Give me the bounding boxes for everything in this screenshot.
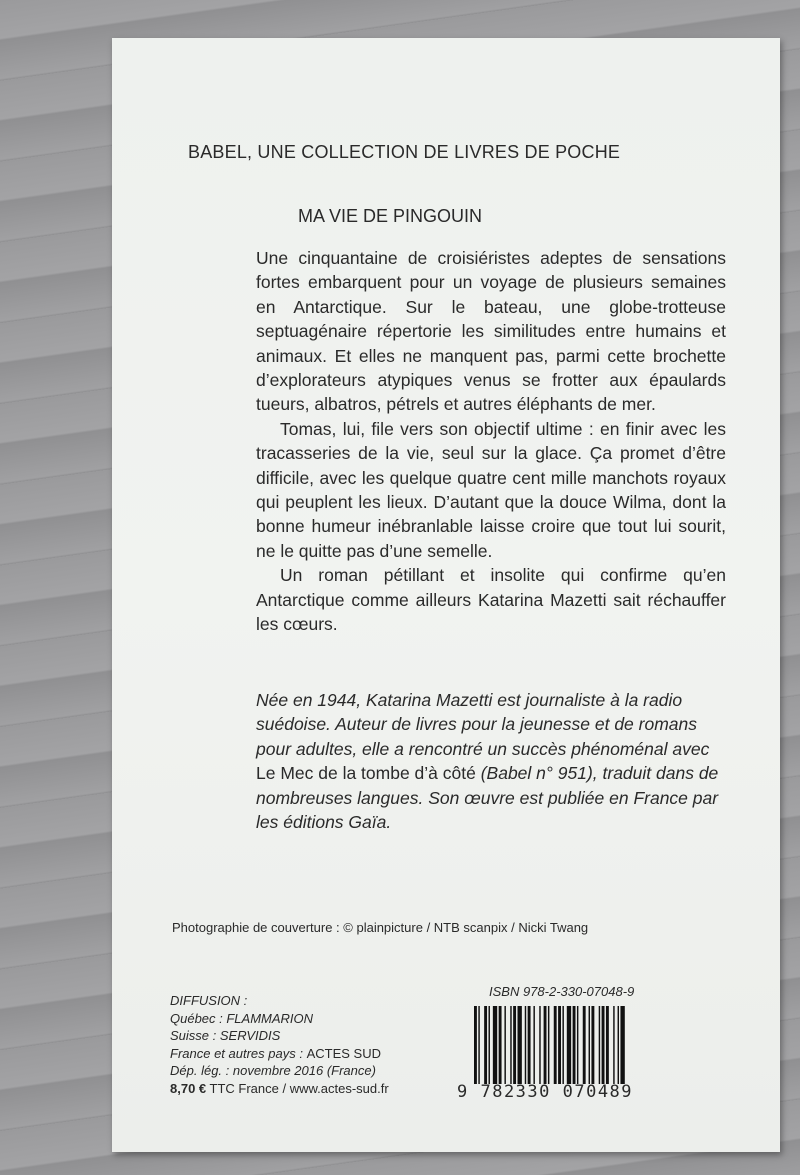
barcode-bar [499, 1006, 502, 1084]
barcode-bar [474, 1006, 477, 1084]
barcode-bar [539, 1006, 540, 1084]
barcode-digits: 9 782330 070489 [457, 1082, 634, 1102]
author-bio-text-1: Née en 1944, Katarina Mazetti est journaliste à la radio suédoise. Auteur de livres pour la jeunesse et de romans pour adultes, elle a rencontré un succès phénoménal avec [256, 690, 710, 759]
price: 8,70 € [170, 1080, 207, 1096]
distribution-quebec: Québec : FLAMMARION [170, 1010, 314, 1026]
barcode [474, 1006, 690, 1084]
blurb-paragraph-1: Une cinquantaine de croisiéristes adeptes de sensations fortes embarquent pour un voyage de plusieurs semaines en Antarctique. Sur le bateau, une globe-trotteuse septuagénaire répertorie les similitudes entre humains et animaux. Et elles ne manquent pas, parmi cette brochette d’explorateurs atypiques venus se frotter aux épaulards tueurs, albatros, pétrels et autres éléphants de mer. [256, 248, 726, 415]
barcode-bar [554, 1006, 557, 1084]
collection-heading: BABEL, UNE COLLECTION DE LIVRES DE POCHE [188, 142, 621, 162]
legal-deposit: Dép. lég. : novembre 2016 (France) [170, 1063, 376, 1079]
distribution-france [170, 1045, 389, 1063]
barcode-bar [548, 1006, 549, 1084]
barcode-bar [620, 1006, 624, 1084]
isbn: ISBN 978-2-330-07048-9 [489, 984, 635, 999]
distribution-france-label: France et autres pays : [170, 1045, 307, 1061]
barcode-bar [478, 1006, 479, 1084]
author-bio-book-title: Le Mec de la tombe d’à côté [256, 763, 476, 784]
barcode-bar [493, 1006, 497, 1084]
barcode-bar [558, 1006, 561, 1084]
price-line [170, 1080, 389, 1098]
barcode-bar [567, 1006, 571, 1084]
book-back-cover [112, 38, 780, 1152]
distribution-info [170, 992, 389, 1098]
barcode-bar [613, 1006, 614, 1084]
barcode-bar [525, 1006, 526, 1084]
barcode-bar [504, 1006, 505, 1084]
barcode-bar [591, 1006, 594, 1084]
distribution-heading: DIFFUSION : [170, 993, 248, 1008]
distribution-suisse: Suisse : SERVIDIS [170, 1028, 281, 1044]
barcode-bar [562, 1006, 563, 1084]
blurb-paragraph-3: Un roman pétillant et insolite qui confirme qu’en Antarctique comme ailleurs Katarina Mazetti sait réchauffer les cœurs. [256, 565, 726, 635]
blurb-paragraph-2: Tomas, lui, file vers son objectif ultime : en finir avec les tracasseries de la vie, seul sur la glace. Ça promet d’être difficile, avec les quelque quatre cent mille manchots royaux qui peuplent les lieux. D’autant que la douce Wilma, dont la bonne humeur inébranlable laisse croire que tout lui sourit, ne le quitte pas d’une semelle. [256, 418, 726, 561]
barcode-bar [484, 1006, 487, 1084]
blurb [256, 246, 726, 637]
barcode-bar [513, 1006, 516, 1084]
barcode-bar [606, 1006, 609, 1084]
photo-credit: Photographie de couverture : © plainpicture / NTB scanpix / Nicki Twang [172, 920, 589, 935]
barcode-bar [577, 1006, 578, 1084]
barcode-bar [599, 1006, 600, 1084]
barcode-bar [528, 1006, 531, 1084]
book-title: MA VIE DE PINGOUIN [298, 206, 483, 226]
barcode-bar [583, 1006, 586, 1084]
barcode-bar [510, 1006, 511, 1084]
barcode-bar [544, 1006, 547, 1084]
author-bio [256, 688, 726, 834]
price-suffix: TTC France / www.actes-sud.fr [206, 1080, 389, 1096]
barcode-bar [573, 1006, 576, 1084]
distribution-france-value: ACTES SUD [306, 1045, 381, 1061]
barcode-bar [489, 1006, 490, 1084]
barcode-bar [618, 1006, 619, 1084]
barcode-bar [533, 1006, 534, 1084]
author-bio-text-2: (Babel n° 951), traduit dans de nombreuses langues. Son œuvre est publiée en France par les éditions Gaïa. [256, 763, 719, 833]
barcode-bar [518, 1006, 522, 1084]
barcode-bar [602, 1006, 605, 1084]
barcode-bar [589, 1006, 590, 1084]
